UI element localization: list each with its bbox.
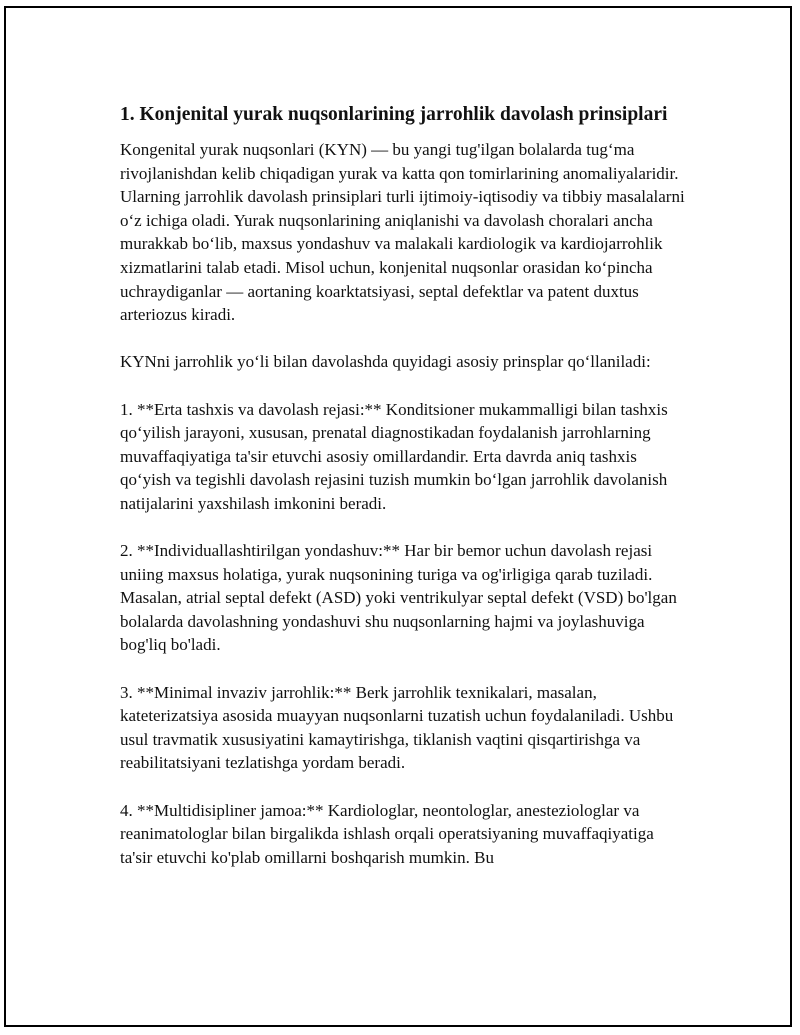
point-paragraph-2: 2. **Individuallashtirilgan yondashuv:** Har bir bemor uchun davolash rejasi uniing maxsus holatiga, yurak nuqsonining turiga va og'irligiga qarab tuziladi. Masalan, atrial septal defekt (ASD) yoki ventrikulyar septal defekt (VSD) bo'lgan bolalarda davolashning yondashuvi shu nuqsonlarning hajmi va joylashuviga bog'liq bo'ladi.	[120, 541, 677, 655]
point-paragraph-3: 3. **Minimal invaziv jarrohlik:** Berk jarrohlik texnikalari, masalan, kateterizatsiya asosida muayyan nuqsonlarni tuzatish uchun foydalaniladi. Ushbu usul travmatik xususiyatini kamaytirishga, tiklanish vaqtini qisqartirishga va reabilitatsiyani tezlatishga yordam beradi.	[120, 682, 674, 773]
page-frame	[4, 6, 792, 1027]
point-paragraph-4: 4. **Multidisipliner jamoa:** Kardiologlar, neontologlar, anesteziologlar va reanimatologlar bilan birgalikda ishlash orqali operatsiyaning muvaffaqiyatiga ta'sir etuvchi ko'plab omillarni boshqarish mumkin. Bu	[120, 800, 654, 867]
intro-paragraph: Kongenital yurak nuqsonlari (KYN) — bu yangi tug'ilgan bolalarda tug‘ma rivojlanishdan kelib chiqadigan yurak va katta qon tomirlarining anomaliyalaridir. Ularning jarrohlik davolash prinsiplari turli ijtimoiy-iqtisodiy va tibbiy masalalarni o‘z ichiga oladi. Yurak nuqsonlarining aniqlanishi va davolash choralari ancha murakkab bo‘lib, maxsus yondashuv va malakali kardiologik va kardiojarrohlik xizmatlarini talab etadi. Misol uchun, konjenital nuqsonlar orasidan ko‘pincha uchraydiganlar — aortaning koarktatsiyasi, septal defektlar va patent duxtus arteriozus kiradi.	[120, 140, 685, 325]
paragraph-spacer	[120, 775, 690, 799]
document-body	[120, 101, 690, 869]
lead-in-paragraph: KYNni jarrohlik yo‘li bilan davolashda quyidagi asosiy prinsplar qo‘llaniladi:	[120, 352, 651, 372]
document-title: 1. Konjenital yurak nuqsonlarining jarrohlik davolash prinsiplari	[120, 104, 668, 125]
point-paragraph-1: 1. **Erta tashxis va davolash rejasi:** Konditsioner mukammalligi bilan tashxis qo‘yilish jarayoni, xususan, prenatal diagnostikadan foydalanish jarrohlarning muvaffaqiyatiga ta'sir etuvchi asosiy omillardandir. Erta davrda aniq tashxis qo‘yish va tegishli davolash rejasini tuzish mumkin bo‘lgan jarrohlik davolanish natijalarini yaxshilash imkonini beradi.	[120, 399, 668, 513]
paragraph-spacer	[120, 516, 690, 540]
paragraph-spacer	[120, 327, 690, 351]
paragraph-spacer	[120, 657, 690, 681]
paragraph-spacer	[120, 374, 690, 398]
